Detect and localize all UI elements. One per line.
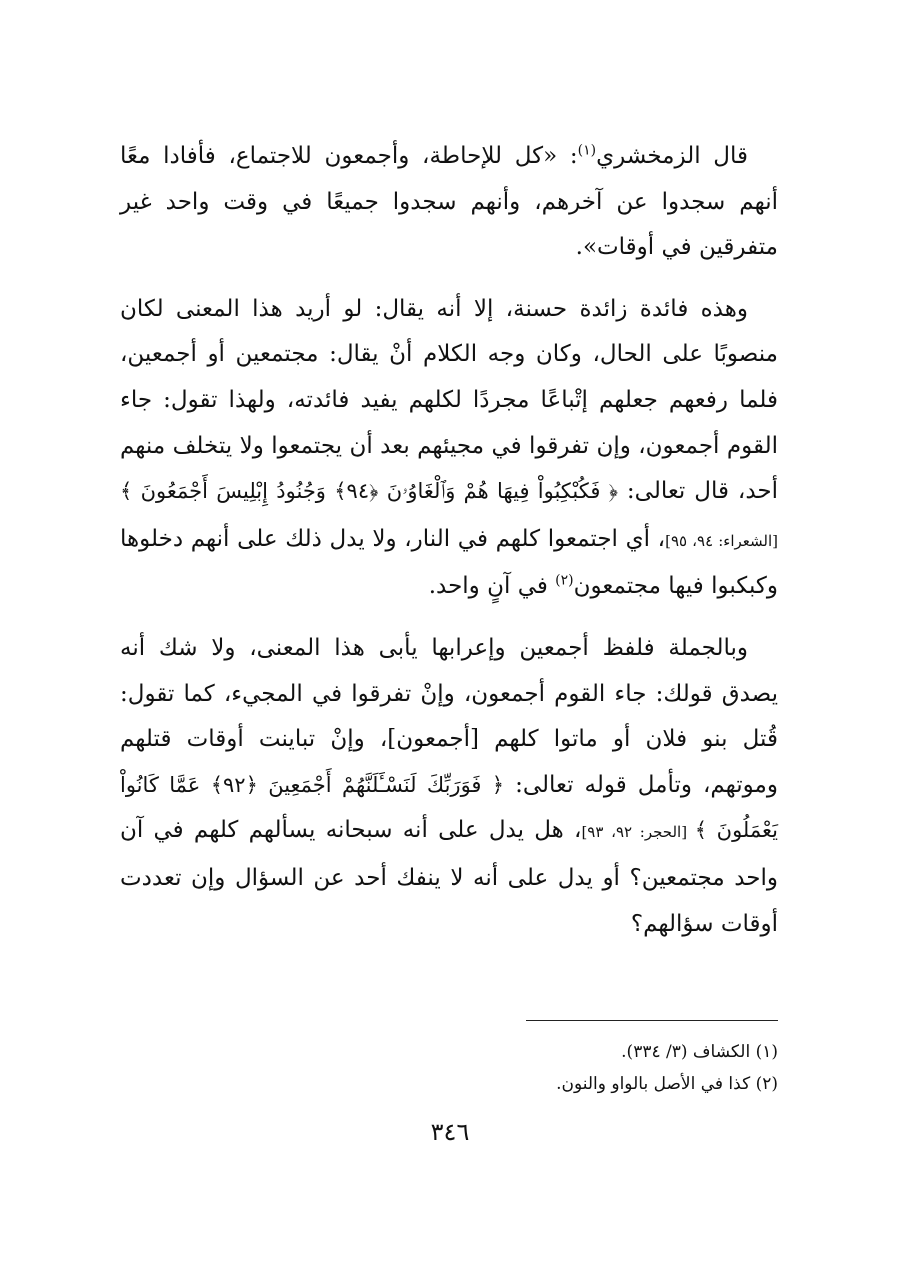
verse-reference-1: [الشعراء: ٩٤، ٩٥] bbox=[665, 531, 779, 550]
paragraph-1 bbox=[120, 134, 778, 271]
paragraph-3 bbox=[120, 626, 778, 947]
footnote-1 bbox=[120, 1036, 778, 1068]
quran-verse-1: ﴿ فَكُبْكِبُواْ فِيهَا هُمْ وَٱلْغَاوُۥنَ ﴿٩٤﴾ وَجُنُودُ إِبْلِيسَ أَجْمَعُونَ ﴾ bbox=[120, 479, 618, 504]
footnote-1-number: (١) bbox=[755, 1042, 778, 1062]
footnote-2-number: (٢) bbox=[755, 1074, 778, 1094]
paragraph-1-text-a: قال الزمخشري bbox=[596, 143, 748, 169]
paragraph-2 bbox=[120, 287, 778, 610]
footnote-2 bbox=[120, 1068, 778, 1100]
footnote-1-text: الكشاف (٣/ ٣٣٤). bbox=[621, 1042, 751, 1062]
paragraph-2-text-a: وهذه فائدة زائدة حسنة، إلا أنه يقال: لو أريد هذا المعنى لكان منصوبًا على الحال، وكان وجه الكلام أنْ يقال: مجتمعين أو أجمعين، فلما رفعهم جعلهم إتْباعًا مجردًا لكلهم يفيد فائدته، ولهذا تقول: جاء القوم أجمعون، وإن تفرقوا في مجيئهم بعد أن يجتمعوا ولا يتخلف منهم أحد، قال تعالى: bbox=[120, 295, 778, 505]
paragraph-3-text-b: ، هل يدل على أنه سبحانه يسألهم كلهم في آن واحد مجتمعين؟ أو يدل على أنه لا ينفك أحد عن السؤال وإن تعددت أوقات سؤالهم؟ bbox=[120, 817, 778, 937]
paragraph-2-text-c: في آنٍ واحد. bbox=[428, 573, 556, 600]
main-text bbox=[120, 134, 778, 963]
footnote-divider bbox=[526, 1020, 778, 1021]
footnote-2-text: كذا في الأصل بالواو والنون. bbox=[556, 1074, 751, 1094]
paragraph-1-text-b: : «كل للإحاطة، وأجمعون للاجتماع، فأفادا معًا أنهم سجدوا عن آخرهم، وأنهم سجدوا جميعًا في وقت واحد غير متفرقين في أوقات». bbox=[120, 143, 778, 261]
quran-verse-2: ﴿ فَوَرَبِّكَ لَنَسْـَٔلَنَّهُمْ أَجْمَعِينَ ﴿٩٢﴾ عَمَّا كَانُواْ يَعْمَلُونَ ﴾ bbox=[120, 772, 778, 843]
footnote-ref-2: (٢) bbox=[555, 572, 574, 589]
paragraph-2-text-b: ، أي اجتمعوا كلهم في النار، ولا يدل ذلك على أنهم دخلوها وكبكبوا فيها مجتمعون bbox=[120, 525, 778, 600]
verse-reference-2: [الحجر: ٩٢، ٩٣] bbox=[581, 823, 695, 842]
paragraph-3-text-a: وبالجملة فلفظ أجمعين وإعرابها يأبى هذا المعنى، ولا شك أنه يصدق قولك: جاء القوم أجمعون، وإنْ تفرقوا في المجيء، كما تقول: قُتل بنو فلان أو ماتوا كلهم [أجمعون]، وإنْ تباينت أوقات قتلهم وموتهم، وتأمل قوله تعالى: bbox=[120, 634, 778, 798]
page-number: ٣٤٦ bbox=[430, 1118, 470, 1146]
footnotes bbox=[120, 1036, 778, 1100]
footnote-ref-1: (١) bbox=[577, 142, 597, 159]
